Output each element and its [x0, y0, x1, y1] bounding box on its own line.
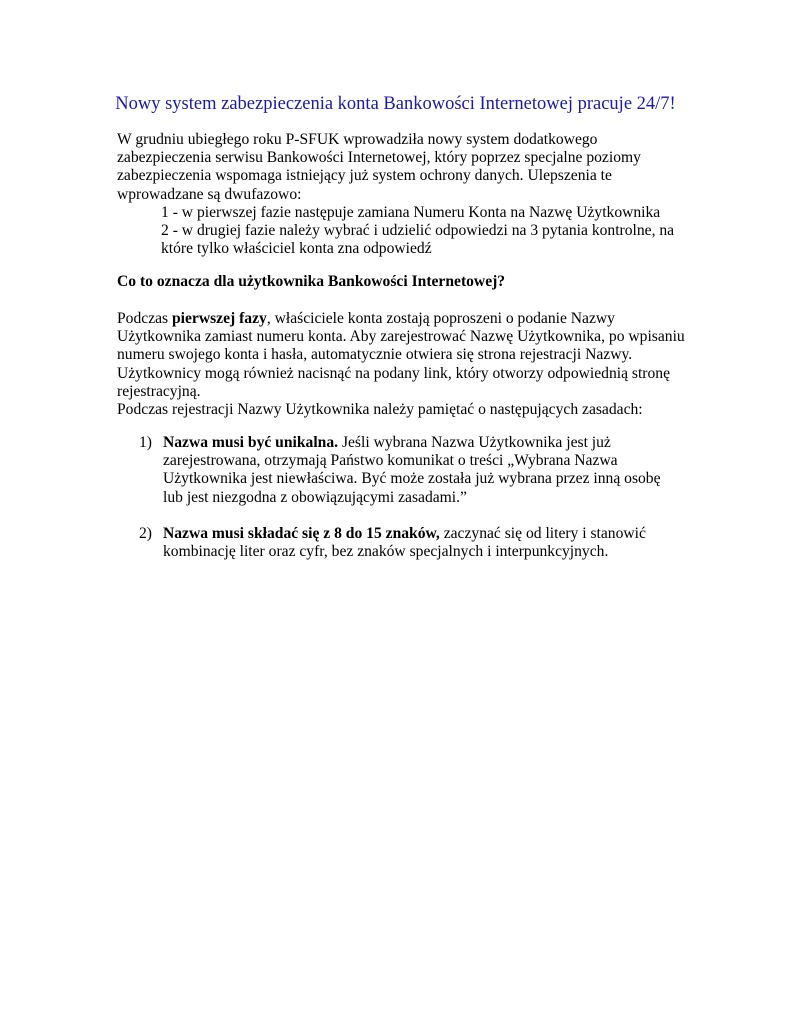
phase1-bold: pierwszej fazy — [172, 310, 267, 327]
rule-text — [163, 525, 679, 561]
section-heading: Co to oznacza dla użytkownika Bankowości Internetowej? — [117, 273, 506, 290]
rule-text — [163, 434, 679, 507]
rules-intro: Podczas rejestracji Nazwy Użytkownika należy pamiętać o następujących zasadach: — [117, 401, 643, 418]
phase1-paragraph — [117, 310, 687, 401]
phase-item-2: 2 - w drugiej fazie należy wybrać i udzielić odpowiedzi na 3 pytania kontrolne, na które tylko właściciel konta zna odpowiedź — [161, 222, 675, 258]
phase1-rest: , właściciele konta zostają poproszeni o podanie Nazwy Użytkownika zamiast numeru konta. Aby zarejestrować Nazwę Użytkownika, po wpisaniu numeru swojego konta i hasła, automatycznie otwiera się strona rejestracji Nazwy. Użytkownicy mogą również nacisnąć na podany link, który otworzy odpowiednią stronę rejestracyjną. — [117, 310, 685, 400]
rule-bold: Nazwa musi być unikalna. — [163, 434, 339, 451]
rule-bold: Nazwa musi składać się z 8 do 15 znaków, — [163, 525, 440, 542]
document-title: Nowy system zabezpieczenia konta Bankowości Internetowej pracuje 24/7! — [115, 94, 676, 114]
intro-paragraph: W grudniu ubiegłego roku P-SFUK wprowadziła nowy system dodatkowego zabezpieczenia serwisu Bankowości Internetowej, który poprzez specjalne poziomy zabezpieczenia wspomaga istniejący już system ochrony danych. Ulepszenia te wprowadzane są dwufazowo: — [117, 131, 641, 203]
rule-number: 2) — [139, 525, 152, 542]
phase1-prefix: Podczas — [117, 310, 172, 327]
rule-rest: zaczynać się od litery i stanowić kombinację liter oraz cyfr, bez znaków specjalnych i interpunkcyjnych. — [163, 525, 646, 561]
rule-number: 1) — [139, 434, 152, 451]
phase-item-1: 1 - w pierwszej fazie następuje zamiana Numeru Konta na Nazwę Użytkownika — [161, 204, 661, 221]
phases-list — [161, 204, 681, 259]
rule-rest: Jeśli wybrana Nazwa Użytkownika jest już zarejestrowana, otrzymają Państwo komunikat o treści „Wybrana Nazwa Użytkownika jest niewłaściwa. Być może została już wybrana przez inną osobę lub jest niezgodna z obowiązującymi zasadami.” — [163, 434, 661, 506]
